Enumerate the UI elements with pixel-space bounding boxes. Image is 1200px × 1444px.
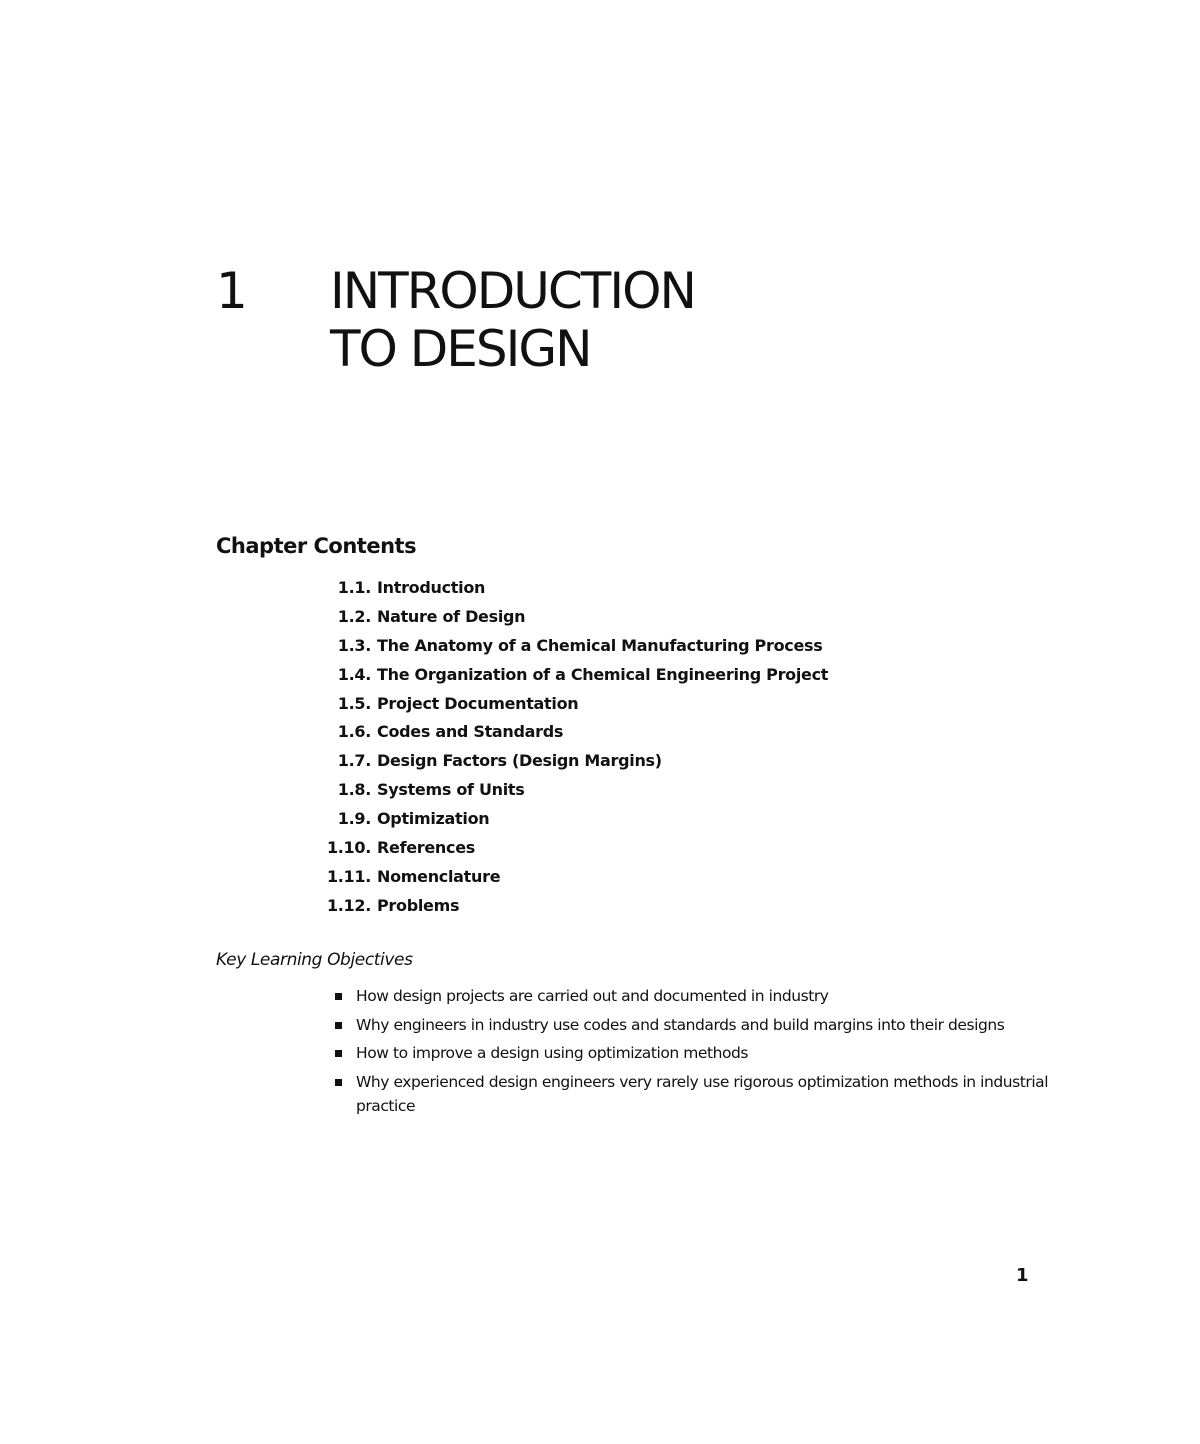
chapter-title-line-2: TO DESIGN xyxy=(330,320,591,378)
toc-item[interactable] xyxy=(322,662,828,691)
toc-item-number: 1.6. xyxy=(337,722,371,742)
toc-item-number: 1.5. xyxy=(337,693,371,713)
toc-item[interactable] xyxy=(322,893,828,922)
objective-item xyxy=(331,984,1051,1008)
chapter-title-line-1: INTRODUCTION xyxy=(330,262,695,320)
objective-text: Why engineers in industry use codes and standards and build margins into their designs xyxy=(356,1015,1005,1034)
square-bullet-icon xyxy=(335,993,342,1000)
toc-item-number: 1.8. xyxy=(337,780,371,800)
toc-item-number: 1.2. xyxy=(337,606,371,626)
chapter-title xyxy=(330,262,695,378)
toc-item[interactable] xyxy=(322,575,828,604)
square-bullet-icon xyxy=(335,1050,342,1057)
objective-text: How to improve a design using optimization methods xyxy=(356,1044,748,1063)
toc-item-number: 1.1. xyxy=(337,578,371,597)
chapter-number: 1 xyxy=(216,262,247,320)
key-learning-objectives-list xyxy=(331,984,1051,1122)
key-learning-objectives-heading: Key Learning Objectives xyxy=(216,950,413,970)
toc-item-label: The Organization of a Chemical Engineering Project xyxy=(377,664,829,684)
toc-item-number: 1.7. xyxy=(337,751,371,771)
toc-item[interactable] xyxy=(322,691,828,720)
toc-item[interactable] xyxy=(322,806,828,835)
toc-item-number: 1.12. xyxy=(326,895,371,915)
square-bullet-icon xyxy=(335,1022,342,1029)
objective-item xyxy=(331,1013,1051,1037)
toc-item-label: Codes and Standards xyxy=(377,722,564,742)
objective-text: How design projects are carried out and documented in industry xyxy=(356,987,829,1005)
objective-item xyxy=(331,1070,1051,1118)
page-number: 1 xyxy=(1016,1265,1029,1286)
toc-item[interactable] xyxy=(322,604,828,633)
toc-item[interactable] xyxy=(322,719,828,748)
toc-item-label: Optimization xyxy=(377,809,490,829)
toc-item-label: References xyxy=(377,838,475,858)
objective-text: Why experienced design engineers very rarely use rigorous optimization methods in industrial practice xyxy=(356,1072,1049,1115)
toc-item-label: Nature of Design xyxy=(377,606,526,626)
toc-item-number: 1.9. xyxy=(337,809,371,829)
toc-item[interactable] xyxy=(322,748,828,777)
toc-item-number: 1.10. xyxy=(326,838,371,858)
square-bullet-icon xyxy=(335,1079,342,1086)
chapter-contents-list xyxy=(322,575,828,922)
toc-item-label: The Anatomy of a Chemical Manufacturing Process xyxy=(377,635,823,655)
toc-item-label: Problems xyxy=(377,895,460,915)
objective-item xyxy=(331,1041,1051,1065)
toc-item-number: 1.4. xyxy=(337,664,371,684)
toc-item-label: Nomenclature xyxy=(377,866,501,886)
toc-item-label: Project Documentation xyxy=(377,693,579,713)
toc-item-number: 1.3. xyxy=(337,635,371,655)
chapter-contents-heading: Chapter Contents xyxy=(216,534,417,558)
toc-item-label: Design Factors (Design Margins) xyxy=(377,751,662,771)
toc-item[interactable] xyxy=(322,864,828,893)
toc-item[interactable] xyxy=(322,633,828,662)
toc-item[interactable] xyxy=(322,835,828,864)
toc-item-number: 1.11. xyxy=(326,866,371,886)
toc-item[interactable] xyxy=(322,777,828,806)
toc-item-label: Introduction xyxy=(377,578,486,597)
toc-item-label: Systems of Units xyxy=(377,780,525,800)
